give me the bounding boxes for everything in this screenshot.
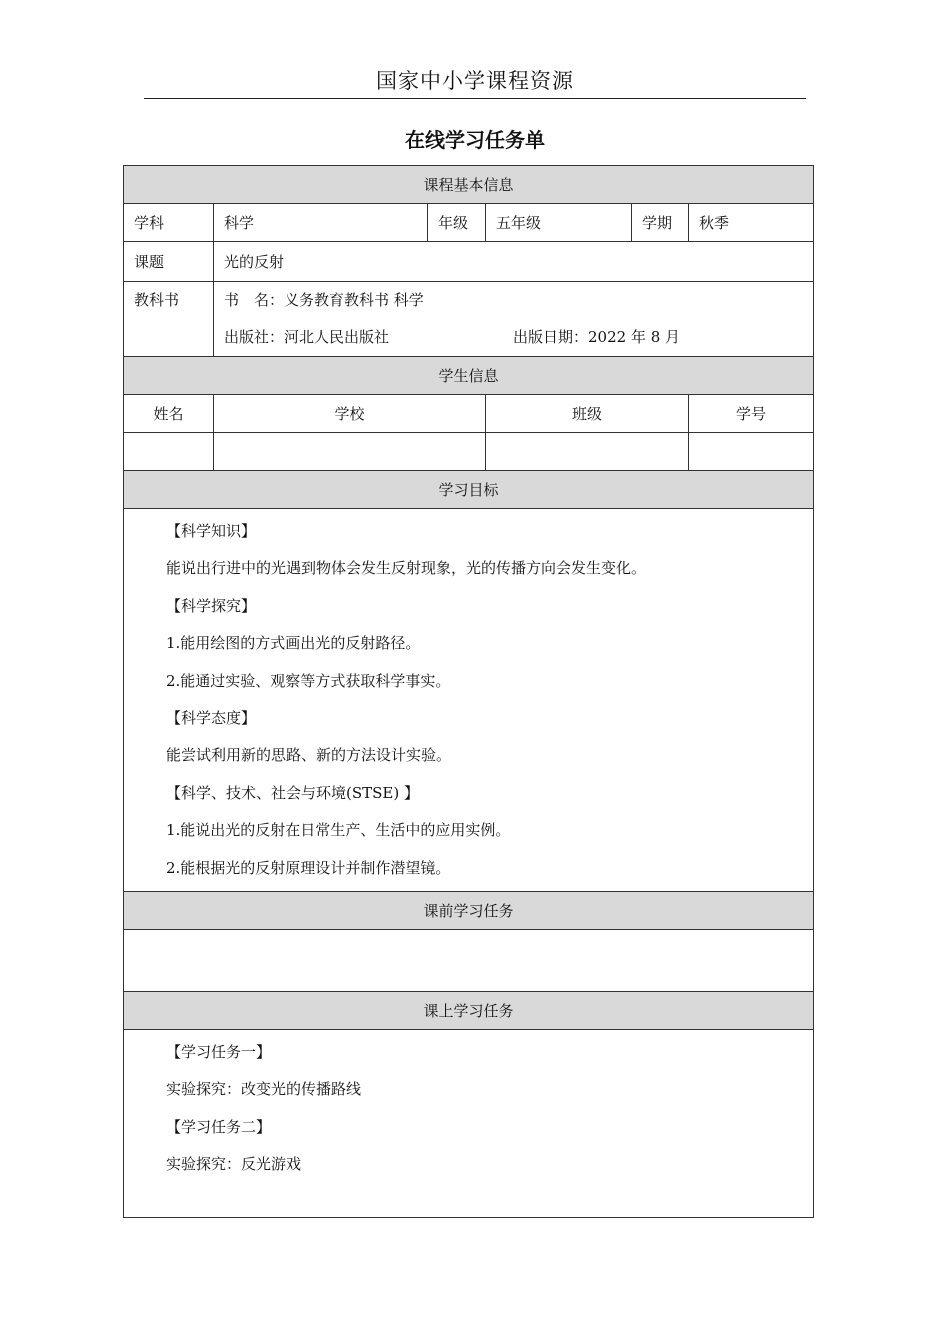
grade-value: 五年级 [486, 204, 632, 242]
objective-line: 能说出行进中的光遇到物体会发生反射现象，光的传播方向会发生变化。 [166, 559, 647, 578]
section-student-info: 学生信息 [124, 357, 814, 395]
pre-class-content[interactable] [124, 929, 814, 991]
objective-line: 【科学态度】 [166, 708, 257, 727]
section-in-class: 课上学习任务 [124, 991, 814, 1029]
task-line: 【学习任务一】 [166, 1042, 272, 1061]
subject-value: 科学 [214, 204, 428, 242]
publisher: 出版社：河北人民出版社 [224, 328, 390, 346]
objectives-content [124, 509, 814, 892]
subject-label: 学科 [124, 204, 214, 242]
term-value: 秋季 [689, 204, 814, 242]
objective-line: 【科学、技术、社会与环境(STSE) 】 [166, 783, 419, 802]
column-student-id: 学号 [689, 395, 814, 433]
textbook-label [124, 282, 214, 357]
grade-label: 年级 [428, 204, 486, 242]
task-line: 实验探究：改变光的传播路线 [166, 1080, 362, 1099]
student-school-input[interactable] [214, 433, 486, 471]
student-id-input[interactable] [689, 433, 814, 471]
section-pre-class: 课前学习任务 [124, 891, 814, 929]
in-class-content [124, 1029, 814, 1217]
term-label: 学期 [632, 204, 689, 242]
objective-line: 【科学探究】 [166, 596, 257, 615]
student-class-input[interactable] [486, 433, 689, 471]
section-course-info: 课程基本信息 [124, 166, 814, 204]
section-objectives: 学习目标 [124, 471, 814, 509]
objective-line: 【科学知识】 [166, 522, 257, 540]
publish-date: 出版日期：2022 年 8 月 [513, 328, 681, 346]
topic-value: 光的反射 [214, 242, 814, 282]
book-name: 书 名：义务教育教科书 科学 [224, 291, 424, 309]
publisher-line [224, 319, 803, 356]
objective-line: 2.能通过实验、观察等方式获取科学事实。 [166, 671, 451, 690]
textbook-details [214, 282, 814, 357]
textbook-label-text: 教科书 [134, 291, 180, 309]
page-header: 国家中小学课程资源 [144, 64, 806, 99]
objective-line: 1.能说出光的反射在日常生产、生活中的应用实例。 [166, 821, 511, 840]
objective-line: 1.能用绘图的方式画出光的反射路径。 [166, 634, 421, 653]
objective-line: 2.能根据光的反射原理设计并制作潜望镜。 [166, 858, 451, 877]
column-school: 学校 [214, 395, 486, 433]
objective-line: 能尝试利用新的思路、新的方法设计实验。 [166, 746, 452, 765]
document-title: 在线学习任务单 [405, 128, 545, 152]
task-line: 实验探究：反光游戏 [166, 1155, 302, 1174]
student-name-input[interactable] [124, 433, 214, 471]
task-sheet-table [123, 165, 814, 1218]
column-name: 姓名 [124, 395, 214, 433]
topic-label: 课题 [124, 242, 214, 282]
column-class: 班级 [486, 395, 689, 433]
task-line: 【学习任务二】 [166, 1117, 272, 1136]
